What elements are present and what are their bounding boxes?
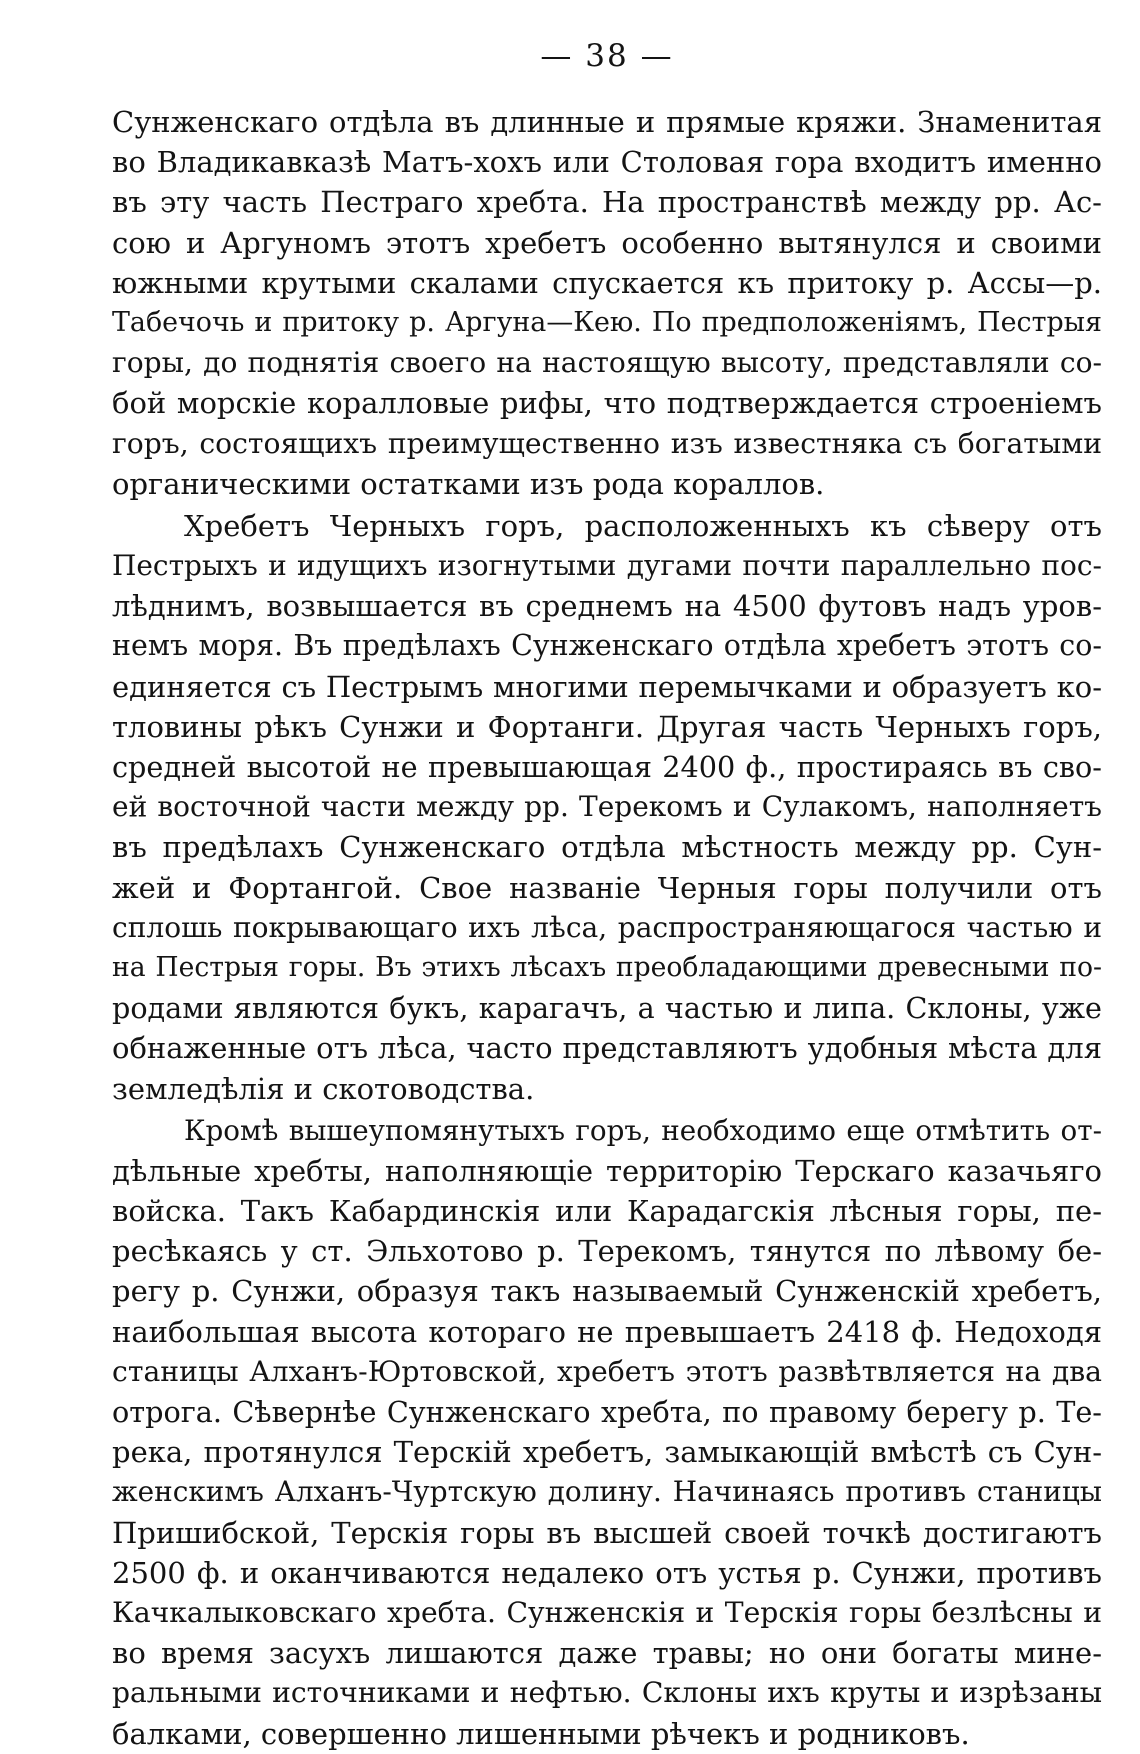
text-line: единяется съ Пестрымъ многими перемычками и образуетъ ко- [112, 669, 1102, 704]
text-line: Хребетъ Черныхъ горъ, расположенныхъ къ сѣверу отъ [184, 508, 1102, 543]
paragraph-3 [112, 1111, 1102, 1754]
text-line: ей восточной части между рр. Терекомъ и Сулакомъ, наполняетъ [112, 790, 1102, 824]
paragraph-1 [112, 102, 1102, 504]
text-line: женскимъ Алханъ-Чуртскую долину. Начинаясь противъ станицы [112, 1475, 1102, 1509]
text-line: горъ, состоящихъ преимущественно изъ известняка съ богатыми [112, 426, 1102, 460]
text-line: Пестрыхъ и идущихъ изогнутыми дугами почти параллельно пос- [112, 549, 1102, 583]
text-line: обнаженные отъ лѣса, часто представляютъ удобныя мѣста для [112, 1031, 1102, 1066]
text-line: ральными источниками и нефтью. Склоны ихъ круты и изрѣзаны [112, 1676, 1102, 1710]
text-line: регу р. Сунжи, образуя такъ называемый Сунженскій хребетъ, [112, 1274, 1102, 1309]
text-line: Качкалыковскаго хребта. Сунженскія и Терскія горы безлѣсны и [112, 1595, 1102, 1629]
paragraph-2 [112, 506, 1102, 1109]
text-line: органическими остатками изъ рода кораллов. [112, 466, 825, 501]
text-line: Кромѣ вышеупомянутыхъ горъ, необходимо еще отмѣтить от- [184, 1113, 1102, 1147]
text-line: жей и Фортангой. Свое названіе Черныя горы получили отъ [112, 870, 1102, 905]
text-line: бой морскіе коралловые рифы, что подтверждается строеніемъ [112, 386, 1102, 421]
text-line: родами являются букъ, карагачъ, а частью и липа. Склоны, уже [112, 991, 1102, 1026]
text-line: южными крутыми скалами спускается къ притоку р. Ассы—р. [112, 265, 1102, 300]
text-line: станицы Алханъ-Юртовской, хребетъ этотъ развѣтвляется на два [112, 1354, 1102, 1388]
text-line: Пришибской, Терскія горы въ высшей своей точкѣ достигаютъ [112, 1515, 1102, 1550]
text-line: ресѣкаясь у ст. Эльхотово р. Терекомъ, тянутся по лѣвому бе- [112, 1234, 1102, 1269]
text-line: лѣднимъ, возвышается въ среднемъ на 4500 футовъ надъ уров- [112, 589, 1102, 624]
text-line: во время засухъ лишаются даже травы; но они богаты мине- [112, 1636, 1102, 1671]
text-line: земледѣлія и скотоводства. [112, 1071, 535, 1106]
text-line: въ эту часть Пестраго хребта. На пространствѣ между рр. Ас- [112, 185, 1102, 220]
text-line: река, протянулся Терскій хребетъ, замыкающій вмѣстѣ съ Сун- [112, 1435, 1102, 1470]
text-line: 2500 ф. и оканчиваются недалеко отъ устья р. Сунжи, противъ [112, 1555, 1102, 1590]
text-line: балками, совершенно лишенными рѣчекъ и родниковъ. [112, 1716, 970, 1751]
text-line: сою и Аргуномъ этотъ хребетъ особенно вытянулся и своими [112, 225, 1102, 260]
text-line: Сунженскаго отдѣла въ длинные и прямые кряжи. Знаменитая [112, 105, 1102, 139]
text-line: отрога. Сѣвернѣе Сунженскаго хребта, по правому берегу р. Те- [112, 1395, 1102, 1429]
text-line: горы, до поднятія своего на настоящую высоту, представляли со- [112, 346, 1102, 380]
text-line: дѣльные хребты, наполняющіе территорію Терскаго казачьяго [112, 1153, 1102, 1188]
page-number: — 38 — [540, 38, 674, 74]
text-line: тловины рѣкъ Сунжи и Фортанги. Другая часть Черныхъ горъ, [112, 709, 1102, 744]
text-line: немъ моря. Въ предѣлахъ Сунженскаго отдѣла хребетъ этотъ со- [112, 629, 1102, 663]
document-page [112, 30, 1102, 1751]
text-line: въ предѣлахъ Сунженскаго отдѣла мѣстность между рр. Сун- [112, 830, 1102, 865]
text-line: войска. Такъ Кабардинскія или Карадагскія лѣсныя горы, пе- [112, 1194, 1102, 1229]
text-line: наибольшая высота котораго не превышаетъ 2418 ф. Недоходя [112, 1314, 1102, 1349]
text-line: на Пестрыя горы. Въ этихъ лѣсахъ преобладающими древесными по- [112, 951, 1102, 983]
text-line: Табечочь и притоку р. Аргуна—Кею. По предположеніямъ, Пестрыя [112, 306, 1102, 338]
text-line: сплошь покрывающаго ихъ лѣса, распространяющагося частью и [112, 910, 1102, 944]
text-line: во Владикавказѣ Матъ-хохъ или Столовая гора входитъ именно [112, 145, 1102, 180]
text-line: средней высотой не превышающая 2400 ф., простираясь въ сво- [112, 750, 1102, 784]
